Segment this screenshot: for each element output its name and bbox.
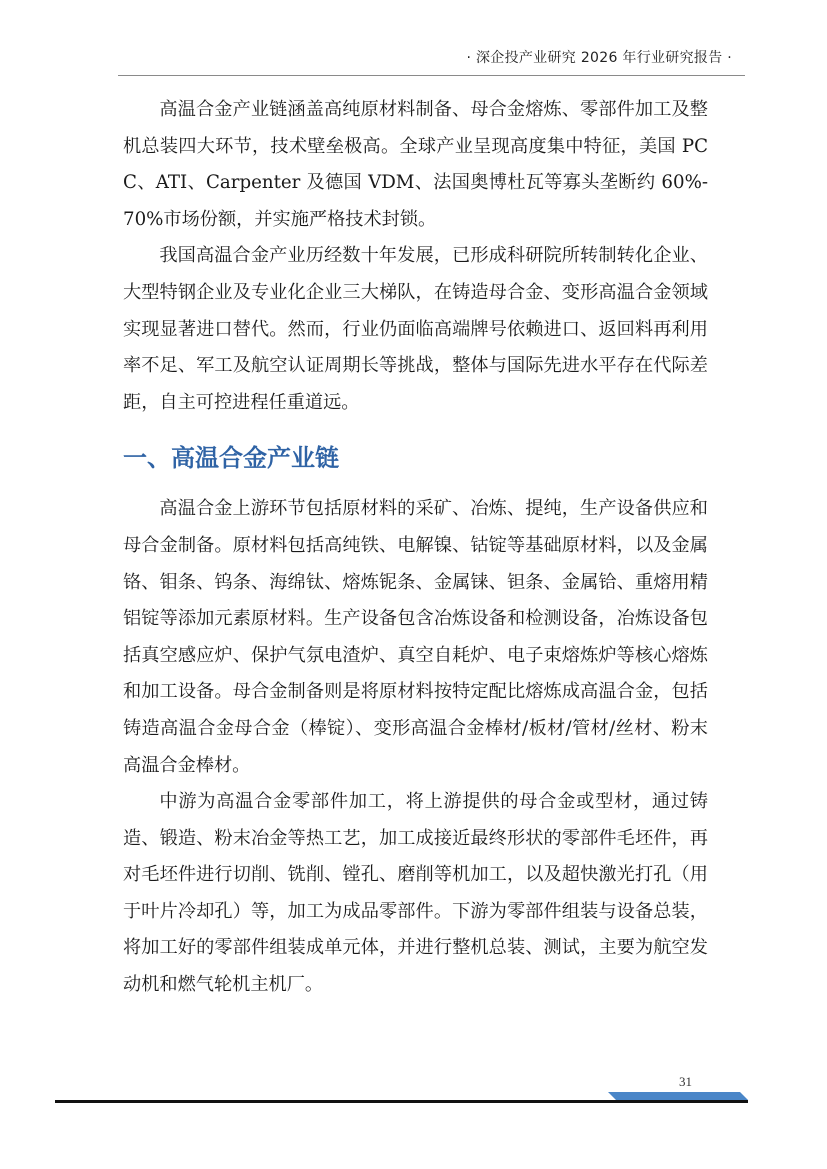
page-number: 31 [679, 1074, 692, 1089]
section-heading-text: 一、高温合金产业链 [123, 444, 339, 473]
body-paragraph: 我国高温合金产业历经数十年发展，已形成科研院所转制转化企业、大型特钢企业及专业化企业三大梯队，在铸造母合金、变形高温合金领域实现显著进口替代。然而，行业仍面临高端牌号依赖进口、返回料再利用率不足、军工及航空认证周期长等挑战，整体与国际先进水平存在代际差距，自主可控进程任重道远。 [123, 245, 708, 413]
footer-divider [55, 1100, 748, 1103]
section-heading [123, 425, 708, 491]
page-body [123, 92, 708, 1004]
body-paragraph: 中游为高温合金零部件加工，将上游提供的母合金或型材，通过铸造、锻造、粉末冶金等热工艺，加工成接近最终形状的零部件毛坯件，再对毛坯件进行切削、铣削、镗孔、磨削等机加工，以及超快激光打孔（用于叶片冷却孔）等，加工为成品零部件。下游为零部件组装与设备总装，将加工好的零部件组装成单元体，并进行整机总装、测试，主要为航空发动机和燃气轮机主机厂。 [123, 791, 708, 996]
body-paragraph: 高温合金产业链涵盖高纯原材料制备、母合金熔炼、零部件加工及整机总装四大环节，技术壁垒极高。全球产业呈现高度集中特征，美国 PCC、ATI、Carpenter 及德国 VDM、法国奥博杜瓦等寡头垄断约 60%-70%市场份额，并实施严格技术封锁。 [123, 99, 708, 230]
body-paragraph: 高温合金上游环节包括原材料的采矿、冶炼、提纯，生产设备供应和母合金制备。原材料包括高纯铁、电解镍、钴锭等基础原材料，以及金属铬、钼条、钨条、海绵钛、熔炼铌条、金属铼、钽条、金属铪、重熔用精铝锭等添加元素原材料。生产设备包含冶炼设备和检测设备，冶炼设备包括真空感应炉、保护气氛电渣炉、真空自耗炉、电子束熔炼炉等核心熔炼和加工设备。母合金制备则是将原材料按特定配比熔炼成高温合金，包括铸造高温合金母合金（棒锭）、变形高温合金棒材/板材/管材/丝材、粉末高温合金棒材。 [123, 498, 708, 776]
header-divider [118, 75, 745, 76]
running-header: · 深企投产业研究 2026 年行业研究报告 · [466, 50, 732, 66]
footer-accent-shape [608, 1092, 748, 1100]
